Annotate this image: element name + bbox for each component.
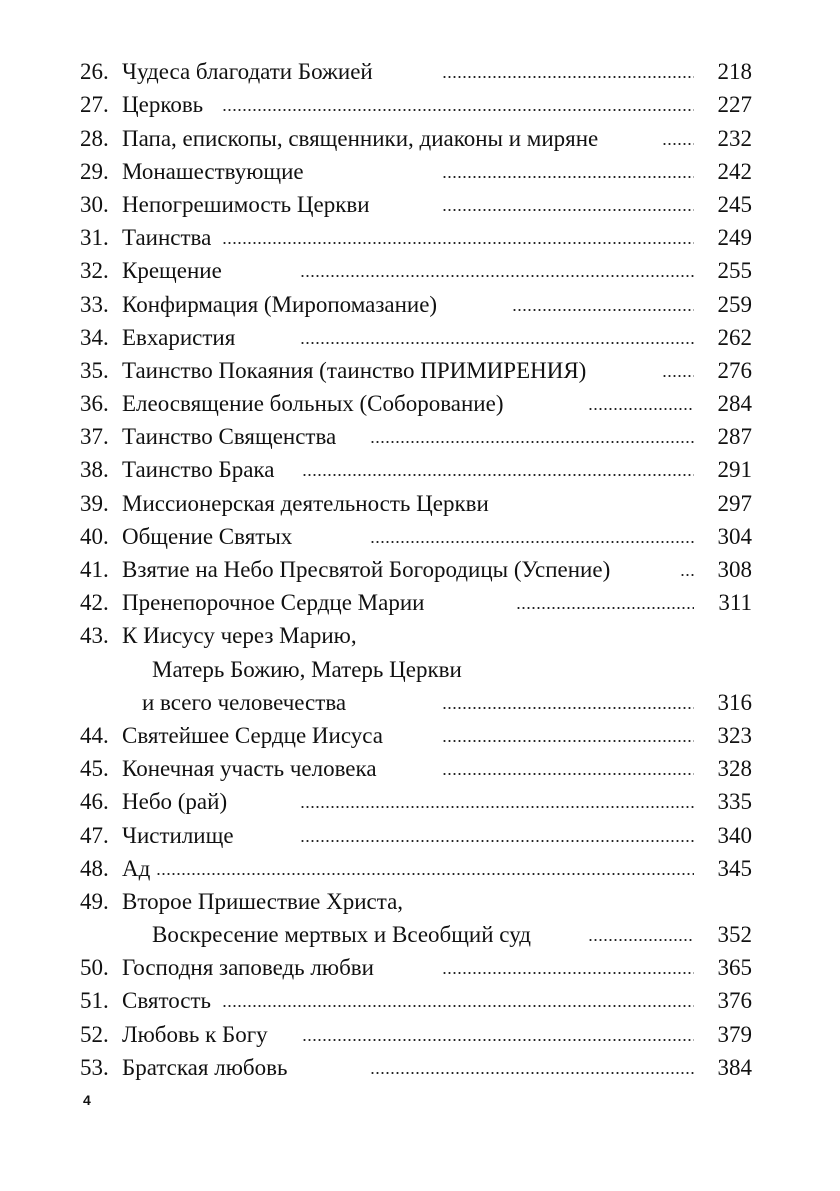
- toc-leader-dots: [300, 275, 694, 277]
- toc-entry-title: Взятие на Небо Пресвятой Богородицы (Успение): [122, 557, 611, 582]
- toc-entry-page: 242: [717, 158, 752, 184]
- toc-leader-dots: [300, 840, 694, 842]
- toc-entry-page: 376: [717, 988, 752, 1014]
- toc-leader-dots: [370, 541, 694, 543]
- toc-entry-page: 304: [717, 523, 752, 549]
- toc-leader-dots: [442, 707, 694, 709]
- toc-entry-page: 384: [717, 1054, 752, 1080]
- toc-entry-title: Чистилище: [122, 822, 234, 848]
- toc-entry-31: [80, 218, 752, 251]
- toc-entry-page: 259: [717, 291, 752, 317]
- toc-entry-title: Папа, епископы, священники, диаконы и миряне: [122, 125, 599, 151]
- toc-entry-number: 42.: [80, 590, 109, 616]
- toc-entry-50: [80, 948, 752, 981]
- toc-entry-title: Конфирмация (Миропомазание): [122, 291, 438, 317]
- toc-leader-dots: [442, 176, 694, 178]
- toc-leader-dots: [156, 873, 694, 875]
- toc-entry-page: 335: [717, 789, 752, 815]
- toc-entry-44: [80, 716, 752, 749]
- toc-entry-title: Господня заповедь любви: [122, 955, 374, 981]
- toc-entry-39: [80, 483, 752, 516]
- toc-entry-title: Крещение: [122, 258, 222, 284]
- toc-entry-title: Чудеса благодати Божией: [122, 59, 373, 85]
- toc-entry-title: Непогрешимость Церкви: [122, 191, 370, 217]
- toc-entry-number: 43.: [80, 623, 109, 649]
- toc-entry-37: [80, 417, 752, 450]
- toc-leader-dots: [442, 76, 694, 78]
- toc-entry-number: 39.: [80, 490, 109, 516]
- toc-entry-51: [80, 981, 752, 1014]
- toc-entry-number: 29.: [80, 158, 109, 184]
- toc-entry-page: 311: [718, 590, 752, 616]
- toc-entry-title: и всего человечества: [142, 689, 347, 715]
- toc-leader-dots: [442, 972, 694, 974]
- toc-entry-number: 31.: [80, 225, 109, 251]
- toc-entry-number: 45.: [80, 756, 109, 782]
- toc-entry-page: 328: [717, 756, 752, 782]
- toc-entry-page: 323: [717, 722, 752, 748]
- toc-entry-title: Святейшее Сердце Иисуса: [122, 722, 383, 748]
- toc-entry-number: 36.: [80, 391, 109, 417]
- page-number: 4: [83, 1092, 91, 1108]
- toc-entry-32: [80, 251, 752, 284]
- toc-entry-45: [80, 749, 752, 782]
- toc-entry-page: 308: [717, 557, 752, 582]
- toc-leader-dots: [222, 109, 694, 111]
- toc-leader-dots: [588, 408, 694, 410]
- toc-entry-title: Таинство Священства: [122, 424, 337, 450]
- toc-entry-number: 40.: [80, 523, 109, 549]
- toc-entry-title: К Иисусу через Марию,: [122, 623, 357, 649]
- toc-entry-41: [80, 550, 752, 583]
- toc-entry-28: [80, 118, 752, 151]
- toc-entry-title: Таинства: [122, 225, 212, 251]
- toc-entry-title: Воскресение мертвых и Всеобщий суд: [152, 922, 531, 948]
- toc-entry-title: Конечная участь человека: [122, 756, 377, 782]
- toc-entry-title: Елеосвящение больных (Соборование): [122, 391, 504, 417]
- toc-entry-number: 33.: [80, 291, 109, 317]
- toc-entry-page: 284: [717, 391, 752, 417]
- toc-leader-dots: [680, 574, 694, 576]
- toc-leader-dots: [512, 309, 694, 311]
- toc-entry-page: 218: [717, 59, 752, 85]
- toc-entry-35: [80, 351, 752, 384]
- toc-entry-number: 26.: [80, 59, 109, 85]
- toc-entry-title: Таинство Брака: [122, 457, 275, 483]
- toc-entry-43-continuation: [80, 649, 752, 682]
- toc-entry-page: 340: [717, 822, 752, 848]
- toc-entry-46: [80, 782, 752, 815]
- toc-entry-38: [80, 450, 752, 483]
- toc-entry-page: 345: [717, 855, 752, 881]
- toc-entry-page: 249: [717, 225, 752, 251]
- toc-entry-page: 365: [717, 955, 752, 981]
- toc-leader-dots: [370, 1072, 694, 1074]
- toc-entry-title: Матерь Божию, Матерь Церкви: [152, 656, 462, 682]
- toc-entry-number: 35.: [80, 357, 109, 383]
- toc-entry-page: 291: [717, 457, 752, 483]
- toc-entry-number: 49.: [80, 888, 109, 914]
- toc-entry-page: 227: [717, 92, 752, 118]
- toc-entry-number: 50.: [80, 955, 109, 981]
- toc-entry-page: 352: [717, 922, 752, 948]
- toc-leader-dots: [516, 607, 694, 609]
- toc-entry-40: [80, 517, 752, 550]
- toc-entry-number: 27.: [80, 92, 109, 118]
- toc-entry-number: 38.: [80, 457, 109, 483]
- toc-leader-dots: [370, 441, 694, 443]
- toc-entry-43: [80, 616, 752, 649]
- toc-leader-dots: [300, 806, 694, 808]
- toc-entry-34: [80, 318, 752, 351]
- toc-leader-dots: [662, 375, 694, 377]
- toc-entry-title: Миссионерская деятельность Церкви: [122, 490, 489, 516]
- toc-entry-title: Церковь: [122, 92, 204, 118]
- toc-entry-number: 52.: [80, 1021, 109, 1047]
- toc-entry-page: 255: [717, 258, 752, 284]
- toc-entry-49-continuation: [80, 915, 752, 948]
- toc-entry-number: 46.: [80, 789, 109, 815]
- toc-entry-page: 297: [717, 490, 752, 516]
- toc-entry-number: 44.: [80, 722, 109, 748]
- toc-entry-page: 316: [717, 689, 752, 715]
- toc-entry-number: 37.: [80, 424, 109, 450]
- toc-entry-title: Святость: [122, 988, 212, 1014]
- toc-entry-title: Евхаристия: [122, 324, 236, 350]
- toc-entry-title: Общение Святых: [122, 523, 293, 549]
- toc-entry-title: Монашествующие: [122, 158, 304, 184]
- toc-entry-number: 32.: [80, 258, 109, 284]
- toc-entry-48: [80, 849, 752, 882]
- toc-entry-30: [80, 185, 752, 218]
- toc-entry-36: [80, 384, 752, 417]
- toc-entry-43-continuation-2: [80, 683, 752, 716]
- toc-leader-dots: [662, 143, 694, 145]
- toc-leader-dots: [588, 939, 694, 941]
- table-of-contents: [80, 52, 752, 1081]
- toc-entry-27: [80, 85, 752, 118]
- toc-entry-number: 48.: [80, 855, 109, 881]
- toc-entry-29: [80, 152, 752, 185]
- toc-leader-dots: [442, 209, 694, 211]
- toc-entry-number: 47.: [80, 822, 109, 848]
- toc-entry-52: [80, 1014, 752, 1047]
- toc-entry-page: 262: [717, 324, 752, 350]
- toc-entry-26: [80, 52, 752, 85]
- toc-entry-page: 276: [717, 357, 752, 383]
- toc-entry-page: 287: [717, 424, 752, 450]
- toc-entry-number: 41.: [80, 557, 109, 582]
- toc-leader-dots: [300, 342, 694, 344]
- toc-entry-number: 28.: [80, 125, 109, 151]
- toc-entry-page: 232: [717, 125, 752, 151]
- toc-entry-page: 245: [717, 191, 752, 217]
- toc-leader-dots: [442, 740, 694, 742]
- toc-entry-title: Братская любовь: [122, 1054, 288, 1080]
- toc-entry-title: Таинство Покаяния (таинство ПРИМИРЕНИЯ): [122, 357, 587, 383]
- toc-leader-dots: [302, 474, 694, 476]
- toc-entry-title: Небо (рай): [122, 789, 228, 815]
- toc-entry-title: Ад: [122, 855, 151, 881]
- toc-entry-page: 379: [717, 1021, 752, 1047]
- toc-entry-number: 34.: [80, 324, 109, 350]
- toc-entry-33: [80, 284, 752, 317]
- toc-entry-53: [80, 1048, 752, 1081]
- toc-leader-dots: [222, 1005, 694, 1007]
- toc-entry-title: Пренепорочное Сердце Марии: [122, 590, 425, 616]
- toc-entry-number: 30.: [80, 191, 109, 217]
- toc-entry-42: [80, 583, 752, 616]
- toc-entry-47: [80, 815, 752, 848]
- toc-entry-number: 53.: [80, 1054, 109, 1080]
- toc-leader-dots: [302, 1039, 694, 1041]
- toc-leader-dots: [442, 773, 694, 775]
- toc-entry-49: [80, 882, 752, 915]
- toc-entry-number: 51.: [80, 988, 109, 1014]
- toc-entry-title: Второе Пришествие Христа,: [122, 888, 404, 914]
- toc-entry-title: Любовь к Богу: [122, 1021, 268, 1047]
- toc-leader-dots: [222, 242, 694, 244]
